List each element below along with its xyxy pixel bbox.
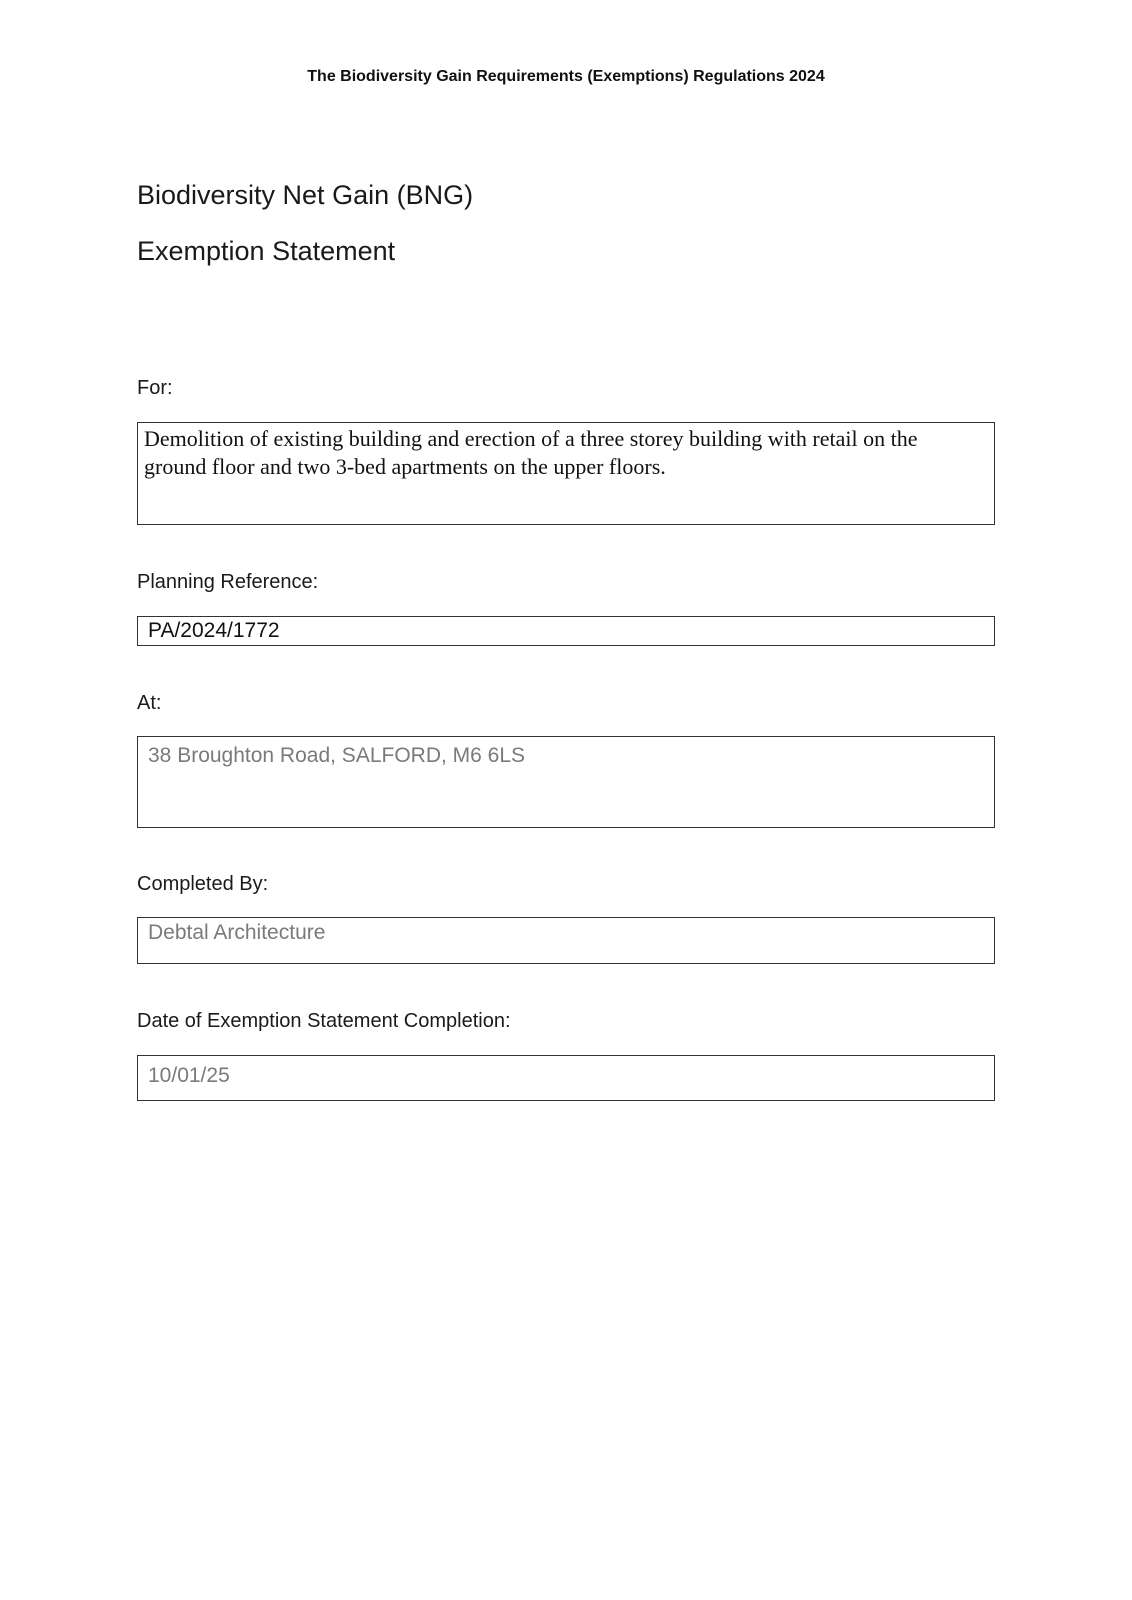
completed-by-value: Debtal Architecture: [148, 921, 326, 944]
planning-reference-field[interactable]: [137, 616, 995, 646]
document-subtitle: Exemption Statement: [137, 236, 396, 266]
at-label: At:: [137, 692, 162, 714]
completed-by-field[interactable]: [137, 917, 995, 964]
planning-reference-label: Planning Reference:: [137, 571, 319, 593]
address-value: 38 Broughton Road, SALFORD, M6 6LS: [148, 744, 526, 767]
for-field-value: Demolition of existing building and erection of a three storey building with retail on the ground floor and two 3-bed apartments on the upper floors.: [144, 426, 918, 479]
for-label: For:: [137, 377, 173, 399]
for-field[interactable]: [137, 422, 995, 525]
completion-date-value: 10/01/25: [148, 1064, 230, 1087]
address-field[interactable]: [137, 736, 995, 828]
completion-date-label: Date of Exemption Statement Completion:: [137, 1010, 511, 1032]
running-header: The Biodiversity Gain Requirements (Exemptions) Regulations 2024: [307, 68, 825, 85]
completion-date-field[interactable]: [137, 1055, 995, 1101]
completed-by-label: Completed By:: [137, 873, 269, 895]
document-title: Biodiversity Net Gain (BNG): [137, 180, 474, 210]
planning-reference-value: PA/2024/1772: [148, 619, 280, 642]
